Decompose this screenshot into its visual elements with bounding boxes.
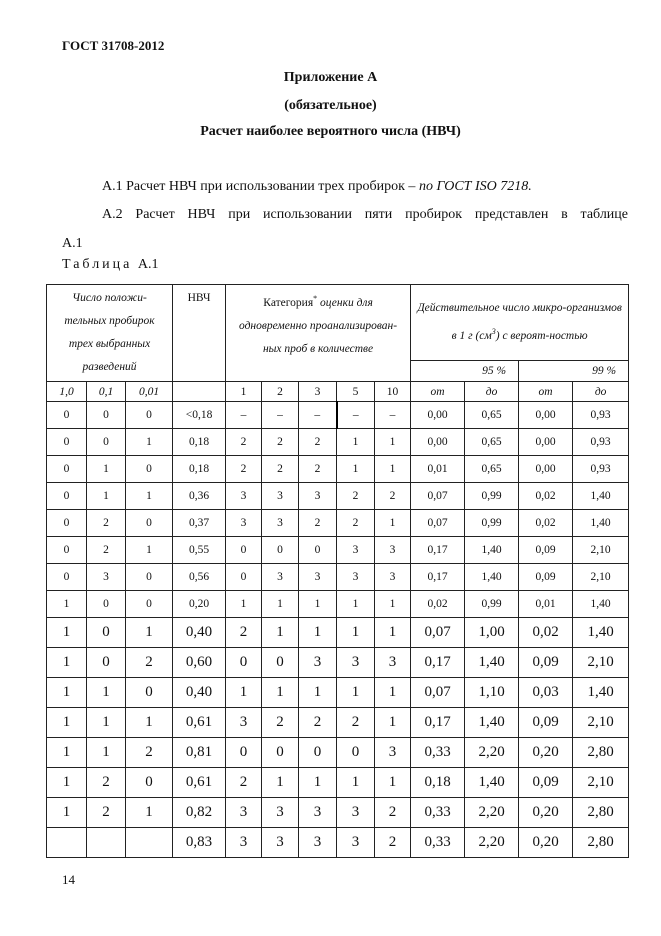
table-cell: 0,93 <box>573 402 629 429</box>
table-cell: 0,00 <box>519 429 573 456</box>
table-cell: 3 <box>262 483 299 510</box>
table-cell: 1 <box>375 678 411 708</box>
table-cell: 2 <box>262 456 299 483</box>
p95-from: от <box>411 382 465 402</box>
table-cell: 3 <box>337 798 375 828</box>
category-prefix: Категория <box>263 296 314 309</box>
table-cell: 0 <box>337 738 375 768</box>
table-cell: 2,80 <box>573 738 629 768</box>
table-cell: 3 <box>299 648 337 678</box>
table-cell: 0,00 <box>519 456 573 483</box>
table-cell: 2 <box>126 648 173 678</box>
table-cell: 0 <box>87 402 126 429</box>
table-cell <box>87 828 126 858</box>
table-cell: 3 <box>226 798 262 828</box>
table-cell: 1 <box>87 738 126 768</box>
table-cell: 3 <box>262 828 299 858</box>
table-cell: 2 <box>87 537 126 564</box>
header-actual <box>411 285 629 361</box>
table-cell: 3 <box>375 648 411 678</box>
table-cell: 1 <box>337 678 375 708</box>
table-cell: 2 <box>375 483 411 510</box>
table-cell: 0,33 <box>411 828 465 858</box>
table-cell: 1 <box>226 591 262 618</box>
table-cell: 0,00 <box>411 429 465 456</box>
table-cell: 1 <box>126 618 173 648</box>
table-cell: 1 <box>47 798 87 828</box>
table-cell: 0 <box>126 402 173 429</box>
table-cell: 2 <box>299 429 337 456</box>
table-cell: 1 <box>375 768 411 798</box>
table-cell: 0 <box>226 537 262 564</box>
table-cell: 2 <box>126 738 173 768</box>
mpn-table <box>46 284 629 858</box>
table-cell: 1 <box>126 537 173 564</box>
table-cell: 1 <box>47 648 87 678</box>
table-cell: 1,40 <box>573 618 629 648</box>
table-cell: 0,93 <box>573 456 629 483</box>
table-cell: 2 <box>87 798 126 828</box>
nvch-sub-empty <box>173 382 226 402</box>
table-cell: – <box>262 402 299 429</box>
table-cell: 3 <box>299 483 337 510</box>
table-row <box>47 429 629 456</box>
table-cell: 2 <box>87 510 126 537</box>
paragraph-a1 <box>62 172 628 201</box>
table-cell: 1 <box>375 708 411 738</box>
table-cell: 1 <box>299 591 337 618</box>
table-cell: 2 <box>375 828 411 858</box>
table-cell: 1 <box>47 738 87 768</box>
table-cell: 1 <box>262 678 299 708</box>
table-cell: 0,09 <box>519 768 573 798</box>
table-cell: 0 <box>126 591 173 618</box>
table-cell: 0,01 <box>519 591 573 618</box>
table-cell: 0,09 <box>519 708 573 738</box>
table-cell: 0,81 <box>173 738 226 768</box>
table-cell: 1,40 <box>573 591 629 618</box>
table-cell: 0 <box>226 564 262 591</box>
table-caption <box>62 257 159 273</box>
table-cell: 3 <box>226 828 262 858</box>
table-cell: 3 <box>337 564 375 591</box>
table-cell: 0,20 <box>519 738 573 768</box>
table-cell: 1 <box>87 708 126 738</box>
table-cell: 2 <box>226 768 262 798</box>
p95-to: до <box>465 382 519 402</box>
table-cell: 2 <box>299 510 337 537</box>
table-cell: 0,99 <box>465 483 519 510</box>
table-cell: 0,09 <box>519 537 573 564</box>
table-cell: 1 <box>375 510 411 537</box>
table-cell: 0,09 <box>519 564 573 591</box>
appendix-status: (обязательное) <box>284 98 377 113</box>
table-cell: 0,17 <box>411 564 465 591</box>
table-cell: 1,00 <box>465 618 519 648</box>
table-cell: 1 <box>262 768 299 798</box>
table-cell: 2,10 <box>573 768 629 798</box>
table-cell: 0,55 <box>173 537 226 564</box>
table-caption-number: А.1 <box>137 257 159 272</box>
table-cell: 3 <box>337 537 375 564</box>
table-row <box>47 564 629 591</box>
table-cell: 3 <box>299 798 337 828</box>
table-cell: 1 <box>87 456 126 483</box>
table-cell: 3 <box>262 564 299 591</box>
table-cell: <0,18 <box>173 402 226 429</box>
table-row <box>47 618 629 648</box>
count-2: 2 <box>262 382 299 402</box>
table-cell: 1 <box>299 768 337 798</box>
table-cell: 0 <box>126 510 173 537</box>
table-cell: 2 <box>337 708 375 738</box>
table-cell: 0,65 <box>465 456 519 483</box>
table-cell: 1 <box>337 591 375 618</box>
table-cell: 1 <box>47 618 87 648</box>
table-cell: 2,20 <box>465 798 519 828</box>
table-cell: 1,40 <box>465 708 519 738</box>
table-cell: 1 <box>299 678 337 708</box>
table-cell: 1,10 <box>465 678 519 708</box>
table-cell: 1 <box>126 708 173 738</box>
table-cell: 0 <box>87 618 126 648</box>
table-cell: – <box>299 402 337 429</box>
table-cell: 1,40 <box>465 648 519 678</box>
table-cell: 3 <box>262 510 299 537</box>
table-cell: 0 <box>262 648 299 678</box>
table-cell: 0,07 <box>411 678 465 708</box>
table-row <box>47 738 629 768</box>
table-cell: 0,36 <box>173 483 226 510</box>
table-cell: 0,99 <box>465 591 519 618</box>
table-cell: 1,40 <box>465 768 519 798</box>
table-cell: 0 <box>126 768 173 798</box>
table-cell: 1 <box>262 618 299 648</box>
actual-sup: 3 <box>491 327 496 337</box>
table-cell: 0,93 <box>573 429 629 456</box>
table-row <box>47 537 629 564</box>
table-cell: 3 <box>375 537 411 564</box>
table-cell: 1 <box>262 591 299 618</box>
table-cell: 0,99 <box>465 510 519 537</box>
table-cell <box>126 828 173 858</box>
table-cell: 0 <box>226 738 262 768</box>
table-cell: 1 <box>226 678 262 708</box>
table-cell: 0,18 <box>173 429 226 456</box>
dilution-2: 0,1 <box>87 382 126 402</box>
table-cell: 2 <box>299 456 337 483</box>
paragraph-a2 <box>62 200 628 258</box>
table-cell: 3 <box>262 798 299 828</box>
table-cell: 1 <box>47 678 87 708</box>
appendix-subtitle: Расчет наиболее вероятного числа (НВЧ) <box>200 124 461 139</box>
table-cell: 0 <box>47 537 87 564</box>
table-cell: 3 <box>226 483 262 510</box>
table-cell: 1 <box>375 618 411 648</box>
actual-text: Действительное число микро-организмов в 1 г (см <box>417 302 622 342</box>
table-row <box>47 591 629 618</box>
table-cell: 1,40 <box>573 483 629 510</box>
table-cell: 3 <box>337 828 375 858</box>
table-cell: 0,18 <box>411 768 465 798</box>
page-number: 14 <box>62 872 75 887</box>
table-cell: 2,80 <box>573 828 629 858</box>
table-row <box>47 708 629 738</box>
table-cell: 0,83 <box>173 828 226 858</box>
table-cell: 3 <box>337 648 375 678</box>
table-cell: 0,07 <box>411 510 465 537</box>
p99-to: до <box>573 382 629 402</box>
table-cell: 2 <box>87 768 126 798</box>
table-cell: 0,61 <box>173 768 226 798</box>
table-cell: 0 <box>87 591 126 618</box>
header-nvch: НВЧ <box>173 285 226 382</box>
header-p99: 99 % <box>519 361 629 382</box>
a2-line1: А.2 Расчет НВЧ при использовании пяти пробирок представлен в таблице <box>102 207 628 222</box>
table-cell: 0,00 <box>519 402 573 429</box>
table-cell: 1,40 <box>573 678 629 708</box>
table-cell: 2,10 <box>573 537 629 564</box>
table-cell: 2,20 <box>465 738 519 768</box>
table-cell: 1 <box>337 456 375 483</box>
appendix-title: Приложение А <box>283 70 378 85</box>
table-row <box>47 483 629 510</box>
table-cell: 0,17 <box>411 648 465 678</box>
table-cell: 0,02 <box>519 483 573 510</box>
table-cell: 2 <box>299 708 337 738</box>
table-cell: 0 <box>47 402 87 429</box>
table-cell: 1 <box>47 708 87 738</box>
table-cell: 0 <box>47 483 87 510</box>
table-cell: 2 <box>262 429 299 456</box>
table-cell: 0,40 <box>173 618 226 648</box>
table-cell: 1 <box>87 483 126 510</box>
a1-text: А.1 Расчет НВЧ при использовании трех пробирок – <box>102 179 419 194</box>
count-4: 5 <box>337 382 375 402</box>
table-cell: 0,09 <box>519 648 573 678</box>
table-cell: 0,37 <box>173 510 226 537</box>
table-cell: 3 <box>226 510 262 537</box>
table-cell: 0,18 <box>173 456 226 483</box>
table-cell: 2,10 <box>573 648 629 678</box>
table-cell: 2,10 <box>573 564 629 591</box>
table-cell: 0,56 <box>173 564 226 591</box>
table-cell: 0 <box>126 564 173 591</box>
count-5: 10 <box>375 382 411 402</box>
table-cell: 0 <box>299 537 337 564</box>
table-row <box>47 678 629 708</box>
table-cell: 2 <box>375 798 411 828</box>
table-cell: 1 <box>375 456 411 483</box>
table-cell: 0,01 <box>411 456 465 483</box>
table-cell: 1,40 <box>465 537 519 564</box>
table-cell: 0 <box>87 429 126 456</box>
table-row <box>47 648 629 678</box>
table-cell: 0 <box>262 738 299 768</box>
table-cell: 0 <box>226 648 262 678</box>
table-cell: 0,40 <box>173 678 226 708</box>
a2-line2: А.1 <box>62 236 83 251</box>
table-cell: – <box>375 402 411 429</box>
table-cell: 0,20 <box>519 798 573 828</box>
table-cell: 2 <box>262 708 299 738</box>
table-cell: 2,10 <box>573 708 629 738</box>
table-cell: 0 <box>47 456 87 483</box>
table-cell: – <box>226 402 262 429</box>
dilution-1: 1,0 <box>47 382 87 402</box>
a1-reference: по ГОСТ ISO 7218. <box>418 179 532 194</box>
table-row <box>47 510 629 537</box>
count-1: 1 <box>226 382 262 402</box>
table-cell: 0,33 <box>411 798 465 828</box>
table-cell: 1 <box>47 591 87 618</box>
table-cell: 0,02 <box>519 618 573 648</box>
table-row <box>47 828 629 858</box>
table-cell: 0,03 <box>519 678 573 708</box>
table-cell: 0 <box>47 429 87 456</box>
table-cell: 1 <box>47 768 87 798</box>
table-cell: 0 <box>47 510 87 537</box>
dilution-3: 0,01 <box>126 382 173 402</box>
header-p95: 95 % <box>411 361 519 382</box>
table-cell: 0,65 <box>465 429 519 456</box>
table-cell: 1 <box>375 591 411 618</box>
table-cell: 0,60 <box>173 648 226 678</box>
table-cell: 1 <box>375 429 411 456</box>
document-id: ГОСТ 31708-2012 <box>62 38 165 53</box>
table-cell: 2 <box>226 456 262 483</box>
table-cell: 1 <box>126 483 173 510</box>
table-cell: 1 <box>299 618 337 648</box>
table-cell: – <box>337 402 375 429</box>
table-cell: 0 <box>299 738 337 768</box>
header-tubes: Число положи-тельных пробирок трех выбранных разведений <box>47 285 173 382</box>
table-cell: 0,02 <box>519 510 573 537</box>
table-cell: 2,80 <box>573 798 629 828</box>
table-cell: 1 <box>87 678 126 708</box>
table-row <box>47 798 629 828</box>
table-cell: 3 <box>375 738 411 768</box>
table-cell: 0,33 <box>411 738 465 768</box>
p99-from: от <box>519 382 573 402</box>
table-cell: 1 <box>126 798 173 828</box>
table-cell: 0,00 <box>411 402 465 429</box>
table-cell: 2 <box>337 483 375 510</box>
table-caption-word: Таблица <box>62 257 133 272</box>
table-cell: 3 <box>87 564 126 591</box>
table-cell: 0,07 <box>411 618 465 648</box>
table-cell: 0,20 <box>173 591 226 618</box>
table-cell: 1,40 <box>465 564 519 591</box>
table-cell: 0,65 <box>465 402 519 429</box>
table-cell: 1 <box>337 618 375 648</box>
table-cell: 0 <box>126 678 173 708</box>
table-cell: 0,17 <box>411 708 465 738</box>
table-cell: 3 <box>299 564 337 591</box>
table-cell: 0,02 <box>411 591 465 618</box>
table-cell: 0 <box>126 456 173 483</box>
table-row <box>47 402 629 429</box>
table-cell: 2,20 <box>465 828 519 858</box>
table-cell: 3 <box>226 708 262 738</box>
table-row <box>47 768 629 798</box>
count-3: 3 <box>299 382 337 402</box>
table-cell: 0,82 <box>173 798 226 828</box>
category-mark: * <box>313 294 318 303</box>
header-category <box>226 285 411 382</box>
table-cell: 2 <box>226 429 262 456</box>
table-cell: 0,17 <box>411 537 465 564</box>
actual-rest: ) с вероят-ностью <box>495 329 588 342</box>
table-cell: 1 <box>337 768 375 798</box>
table-cell: 0,61 <box>173 708 226 738</box>
table-cell: 0,07 <box>411 483 465 510</box>
table-cell: 1 <box>126 429 173 456</box>
table-row <box>47 456 629 483</box>
table-cell: 1,40 <box>573 510 629 537</box>
table-cell <box>47 828 87 858</box>
table-cell: 1 <box>337 429 375 456</box>
table-cell: 2 <box>226 618 262 648</box>
table-cell: 2 <box>337 510 375 537</box>
category-rest: оценки для одновременно проанализирован-ных проб в количестве <box>239 296 398 355</box>
table-cell: 0 <box>47 564 87 591</box>
table-cell: 0 <box>87 648 126 678</box>
table-cell: 0 <box>262 537 299 564</box>
table-cell: 0,20 <box>519 828 573 858</box>
table-cell: 3 <box>375 564 411 591</box>
table-cell: 3 <box>299 828 337 858</box>
